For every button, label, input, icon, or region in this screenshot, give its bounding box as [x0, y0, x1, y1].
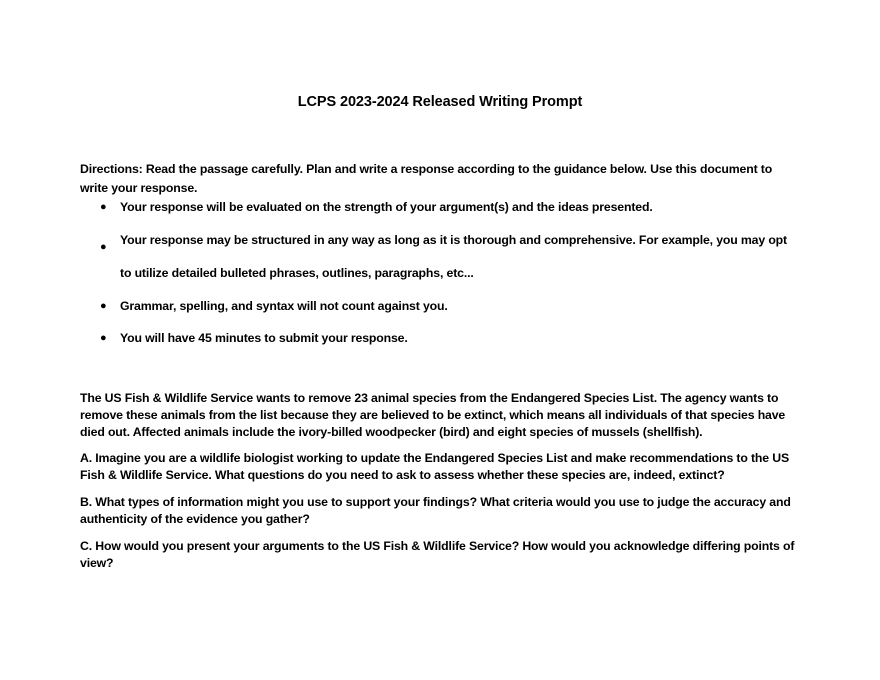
bullet-icon: ●	[100, 332, 107, 344]
bullet-text: Your response may be structured in any way as long as it is thorough and comprehensive. For example, you may opt to utilize detailed bulleted phrases, outlines, paragraphs, etc...	[120, 232, 787, 280]
list-item	[80, 197, 800, 217]
directions-text: Directions: Read the passage carefully. Plan and write a response according to the guidance below. Use this document to write your response.	[80, 162, 773, 195]
question-a: A. Imagine you are a wildlife biologist working to update the Endangered Species List and make recommendations to the US Fish & Wildlife Service. What questions do you need to ask to assess whether these species are, indeed, extinct?	[80, 451, 790, 482]
bullet-icon: ●	[100, 299, 107, 312]
bullet-text: You will have 45 minutes to submit your response.	[120, 331, 408, 345]
document-title: LCPS 2023-2024 Released Writing Prompt	[297, 94, 583, 110]
list-item	[80, 328, 800, 348]
bullet-text: Your response will be evaluated on the strength of your argument(s) and the ideas presented.	[120, 200, 653, 214]
question-b: B. What types of information might you use to support your findings? What criteria would you use to judge the accuracy and authenticity of the evidence you gather?	[80, 495, 791, 526]
guidance-bullet-list	[80, 197, 800, 361]
question-c: C. How would you present your arguments to the US Fish & Wildlife Service? How would you acknowledge differing points of view?	[80, 539, 795, 570]
list-item	[80, 296, 800, 316]
bullet-text: Grammar, spelling, and syntax will not count against you.	[120, 298, 448, 313]
bullet-icon: ●	[100, 240, 107, 253]
passage-paragraph: The US Fish & Wildlife Service wants to remove 23 animal species from the Endangered Species List. The agency wants to remove these animals from the list because they are believed to be extinct, which means all individuals of that species have died out. Affected animals include the ivory-billed woodpecker (bird) and eight species of mussels (shellfish).	[80, 391, 786, 439]
bullet-icon: ●	[100, 201, 107, 213]
list-item	[80, 224, 800, 290]
